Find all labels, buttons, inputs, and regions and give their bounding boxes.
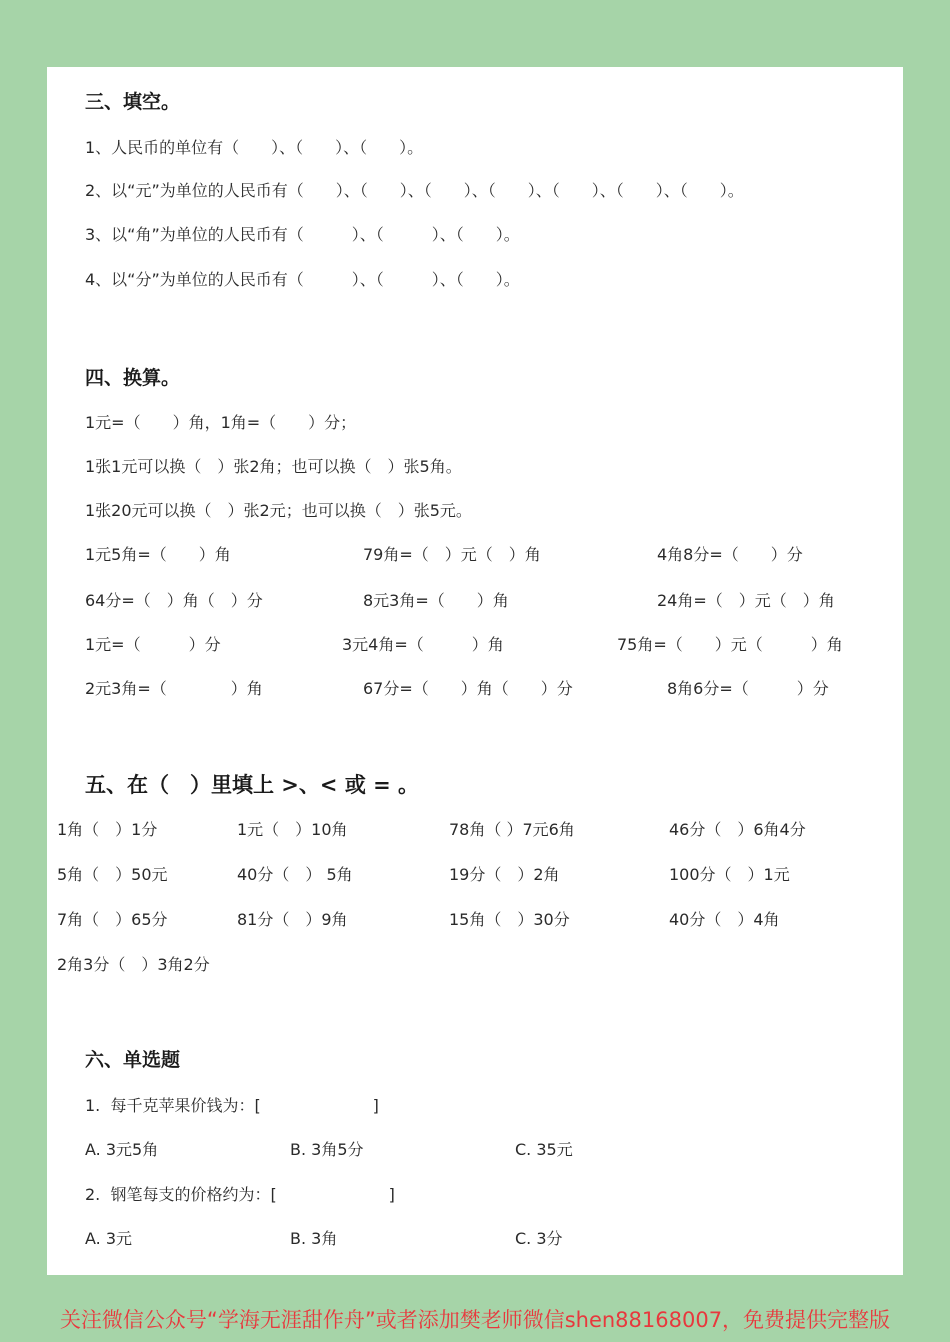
question-2-option-c: C. 3分 [515,1229,563,1248]
compare-cell: 2角3分（ ）3角2分 [57,955,210,974]
question-2-option-b: B. 3角 [290,1229,338,1248]
question-1-option-c: C. 35元 [515,1140,573,1159]
fill-item-2: 2、以“元”为单位的人民币有（ ）、（ ）、（ ）、（ ）、（ ）、（ ）、（ ）。 [85,181,744,200]
convert-cell: 24角=（ ）元（ ）角 [657,591,835,610]
convert-line-2: 1张1元可以换（ ）张2角；也可以换（ ）张5角。 [85,457,462,476]
section-5-title: 五、在（ ）里填上 >、< 或 = 。 [85,772,420,797]
convert-cell: 4角8分=（ ）分 [657,545,803,564]
compare-cell: 40分（ ） 5角 [237,865,353,884]
question-1-option-b: B. 3角5分 [290,1140,364,1159]
compare-cell: 1元（ ）10角 [237,820,348,839]
compare-cell: 19分（ ）2角 [449,865,560,884]
question-1: 1. 每千克苹果价钱为：[ ] [85,1096,379,1115]
convert-cell: 8角6分=（ ）分 [667,679,829,698]
fill-item-3: 3、以“角”为单位的人民币有（ ）、（ ）、（ ）。 [85,225,520,244]
compare-cell: 40分（ ）4角 [669,910,780,929]
compare-cell: 78角（ ）7元6角 [449,820,575,839]
compare-cell: 81分（ ）9角 [237,910,348,929]
fill-item-1: 1、人民币的单位有（ ）、（ ）、（ ）。 [85,138,424,157]
convert-cell: 75角=（ ）元（ ）角 [617,635,843,654]
question-2-option-a: A. 3元 [85,1229,133,1248]
convert-cell: 3元4角=（ ）角 [342,635,504,654]
convert-cell: 2元3角=（ ）角 [85,679,263,698]
fill-item-4: 4、以“分”为单位的人民币有（ ）、（ ）、（ ）。 [85,270,520,289]
question-2: 2. 钢笔每支的价格约为：[ ] [85,1185,395,1204]
compare-cell: 15角（ ）30分 [449,910,570,929]
convert-cell: 64分=（ ）角（ ）分 [85,591,263,610]
convert-line-1: 1元=（ ）角，1角=（ ）分； [85,413,357,432]
section-4-title: 四、换算。 [85,367,181,389]
promo-footer: 关注微信公众号“学海无涯甜作舟”或者添加樊老师微信shen88168007，免费提供完整版 [59,1308,891,1332]
convert-cell: 8元3角=（ ）角 [363,591,509,610]
convert-cell: 67分=（ ）角（ ）分 [363,679,573,698]
compare-cell: 46分（ ）6角4分 [669,820,806,839]
convert-line-3: 1张20元可以换（ ）张2元；也可以换（ ）张5元。 [85,501,472,520]
section-6-title: 六、单选题 [85,1049,181,1071]
worksheet-page [47,67,903,1275]
convert-cell: 1元5角=（ ）角 [85,545,231,564]
compare-cell: 5角（ ）50元 [57,865,168,884]
convert-cell: 79角=（ ）元（ ）角 [363,545,541,564]
convert-cell: 1元=（ ）分 [85,635,221,654]
section-3-title: 三、填空。 [85,91,181,113]
compare-cell: 100分（ ）1元 [669,865,790,884]
compare-cell: 7角（ ）65分 [57,910,168,929]
compare-cell: 1角（ ）1分 [57,820,158,839]
question-1-option-a: A. 3元5角 [85,1140,159,1159]
